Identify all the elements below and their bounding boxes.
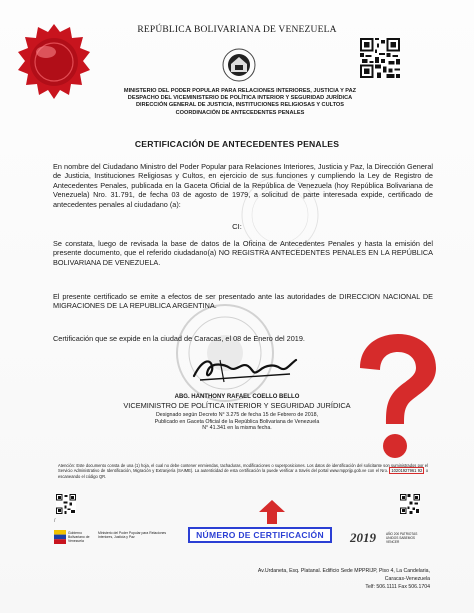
qr-code-icon	[360, 38, 400, 78]
address-line: Av.Urdaneta, Esq. Platanal. Edificio Sede MPPRIJP, Piso 4, La Candelaria, Caracas-Venezuela	[257, 568, 430, 582]
ministry-line: DIRECCIÓN GENERAL DE JUSTICIA, INSTITUCIONES RELIGIOSAS Y CULTOS	[135, 102, 345, 109]
decree-line: Publicado en Gaceta Oficial de la República Bolivariana de Venezuela	[154, 418, 320, 425]
ministry-line: MINISTERIO DEL PODER POPULAR PARA RELACIONES INTERIORES, JUSTICIA Y PAZ	[123, 88, 357, 94]
ministry-line: DESPACHO DEL VICEMINISTERIO DE POLÍTICA INTERIOR Y SEGURIDAD JURÍDICA	[127, 95, 353, 102]
country-heading: REPÚBLICA BOLIVARIANA DE VENEZUELA	[137, 25, 337, 35]
ministry-line: COORDINACIÓN DE ANTECEDENTES PENALES	[175, 109, 305, 116]
paragraph-intro: En nombre del Ciudadano Ministro del Poder Popular para Relaciones Interiores, Justicia y Paz, la Dirección General de Justicia, Instituciones Religiosas y Cultos, en ejercicio de sus funciones y cumpliendo la Ley de Registro de Antecedentes Penales, publicada en la Gaceta Oficial de la República de Venezuela (hoy República Bolivariana de Venezuela) Nro. 31.791, de fecha 03 de agosto de 1979, a solicitud de parte interesada expide, certificado de antecedentes penales al ciudadano (a):	[53, 162, 433, 209]
national-emblem-icon	[222, 48, 256, 82]
arrow-up-icon	[259, 500, 285, 524]
qr-code-icon	[400, 494, 420, 514]
notice-text-after: o escaneando el código QR.	[58, 468, 428, 479]
ci-label: CI:	[232, 222, 242, 231]
signer-name: ABG. HANTHONY RAFAEL COELLO BELLO	[174, 394, 300, 400]
certificate-number-callout	[188, 527, 332, 543]
certificate-number: 10201927961 92	[391, 468, 423, 474]
question-mark-icon	[352, 332, 442, 462]
decree-line: Designado según Decreto N° 3.275 de fecha 15 de Febrero de 2018,	[155, 412, 319, 418]
signer-role: VICEMINISTRO DE POLÍTICA INTERIOR Y SEGURIDAD JURÍDICA	[123, 401, 351, 410]
document-title: CERTIFICACIÓN DE ANTECEDENTES PENALES	[134, 139, 340, 149]
notice-text	[58, 463, 428, 479]
ministry-block	[90, 88, 390, 117]
signature-icon	[190, 352, 300, 386]
paragraph-issued: Certificación que se expide en la ciudad de Caracas, el 08 de Enero del 2019.	[53, 334, 305, 343]
phone-line: Telf: 506.1111 Fax 506.1704	[365, 584, 430, 590]
decree-line: N° 41.341 en la misma fecha.	[202, 425, 272, 432]
paragraph-finding: Se constata, luego de revisada la base de datos de la Oficina de Antecedentes Penales y hasta la emisión del presente documento, que el referido ciudadano(a) NO REGISTRA ANTECEDENTES PENALES EN LA REPÚBLICA BOLIVARIANA DE VENEZUELA.	[53, 239, 433, 267]
slash-mark: /	[54, 518, 56, 524]
notice-text-before: Atención: Este documento consta de una (1) hoja, el cual no debe contener enmiendas, tachaduras, modificaciones o superposiciones. Los datos de identificación del solicitante son suministrados por el Servicio Administrativo de Identificación, Migración y Extranjería (SAIME). La autenticidad de esta certificación la puede verificar a través del portal www.mpprijp.gob.ve con el Nro.	[58, 463, 428, 474]
year-logo-text: AÑO 200 PATRIOTAS UNIDOS SABEMOS VENCER	[386, 532, 418, 544]
certificate-number-label: NÚMERO DE CERTIFICACIÓN	[196, 530, 324, 540]
government-text: Gobierno Bolivariano de Venezuela	[68, 531, 90, 543]
ministry-footer-text: Ministerio del Poder Popular para Relaciones Interiores, Justicia y Paz	[98, 531, 167, 539]
footer-address	[250, 567, 430, 591]
year-logo: 2019	[350, 530, 376, 545]
paragraph-purpose: El presente certificado se emite a efectos de ser presentado ante las autoridades de DIRECCION NACIONAL DE MIGRACIONES DE LA REPUBLICA ARGENTINA.	[53, 292, 433, 311]
government-logo-icon	[54, 530, 66, 544]
qr-code-icon	[56, 494, 76, 514]
